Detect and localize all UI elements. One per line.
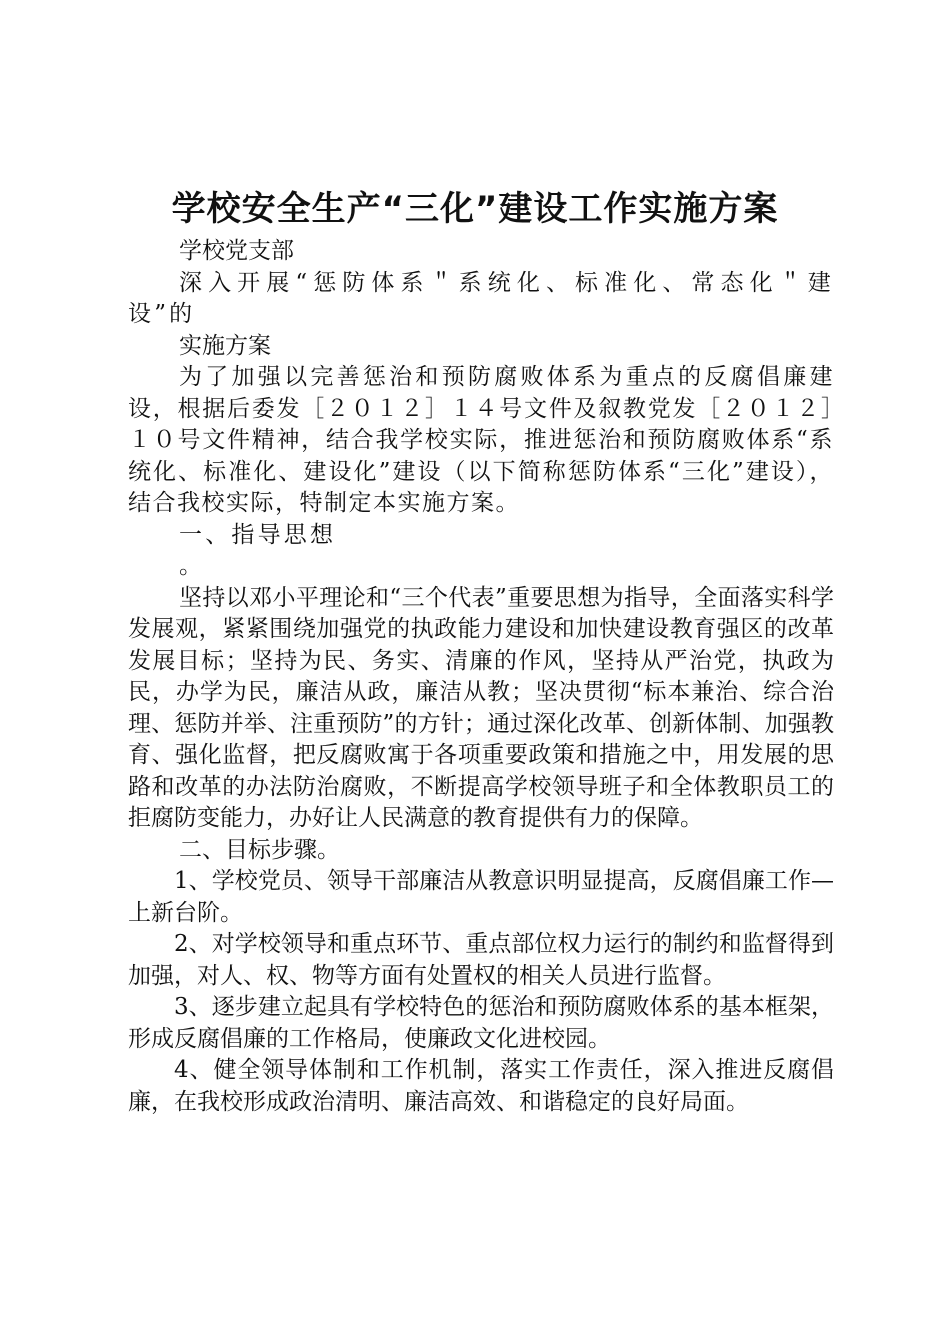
- document-title: 学校安全生产“三化”建设工作实施方案: [171, 189, 779, 229]
- goal-item: 3、逐步建立起具有学校特色的惩治和预防腐败体系的基本框架，形成反腐倡廉的工作格局，使廉政文化进校园。: [128, 994, 834, 1052]
- goal-item: 1、学校党员、领导干部廉洁从教意识明显提高，反腐倡廉工作—上新台阶。: [128, 868, 834, 926]
- document-body: [128, 236, 834, 1118]
- section-heading-mark: 。: [179, 553, 202, 579]
- intro-paragraph: 为了加强以完善惩治和预防腐败体系为重点的反腐倡廉建设，根据后委发［２０１２］１４号文件及叙教党发［２０１２］１０号文件精神，结合我学校实际，推进惩治和预防腐败体系“系统化、标准化、建设化”建设（以下简称惩防体系“三化”建设），结合我校实际，特制定本实施方案。: [128, 364, 834, 516]
- section-heading-goals: 二、目标步骤。: [179, 836, 340, 863]
- goal-item: 4、健全领导体制和工作机制，落实工作责任，深入推进反腐倡廉，在我校形成政治清明、廉洁高效、和谐稳定的良好局面。: [128, 1057, 834, 1115]
- section-heading-guiding-ideology: 一、指导思想: [179, 521, 337, 548]
- subtitle-continuation: 实施方案: [179, 332, 271, 359]
- author-line: 学校党支部: [179, 238, 294, 264]
- guiding-ideology-paragraph: 坚持以邓小平理论和“三个代表”重要思想为指导，全面落实科学发展观，紧紧围绕加强党的执政能力建设和加快建设教育强区的改革发展目标；坚持为民、务实、清廉的作风，坚持从严治党，执政为民，办学为民，廉洁从政，廉洁从教；坚决贯彻“标本兼治、综合治理、惩防并举、注重预防”的方针；通过深化改革、创新体制、加强教育、强化监督，把反腐败寓于各项重要政策和措施之中，用发展的思路和改革的办法防治腐败，不断提高学校领导班子和全体教职员工的拒腐防变能力，办好让人民满意的教育提供有力的保障。: [128, 584, 834, 831]
- subtitle-line: 深入开展“惩防体系＂系统化、标准化、常态化＂建设”的: [128, 269, 834, 327]
- goal-item: 2、对学校领导和重点环节、重点部位权力运行的制约和监督得到加强，对人、权、物等方面有处置权的相关人员进行监督。: [128, 931, 834, 989]
